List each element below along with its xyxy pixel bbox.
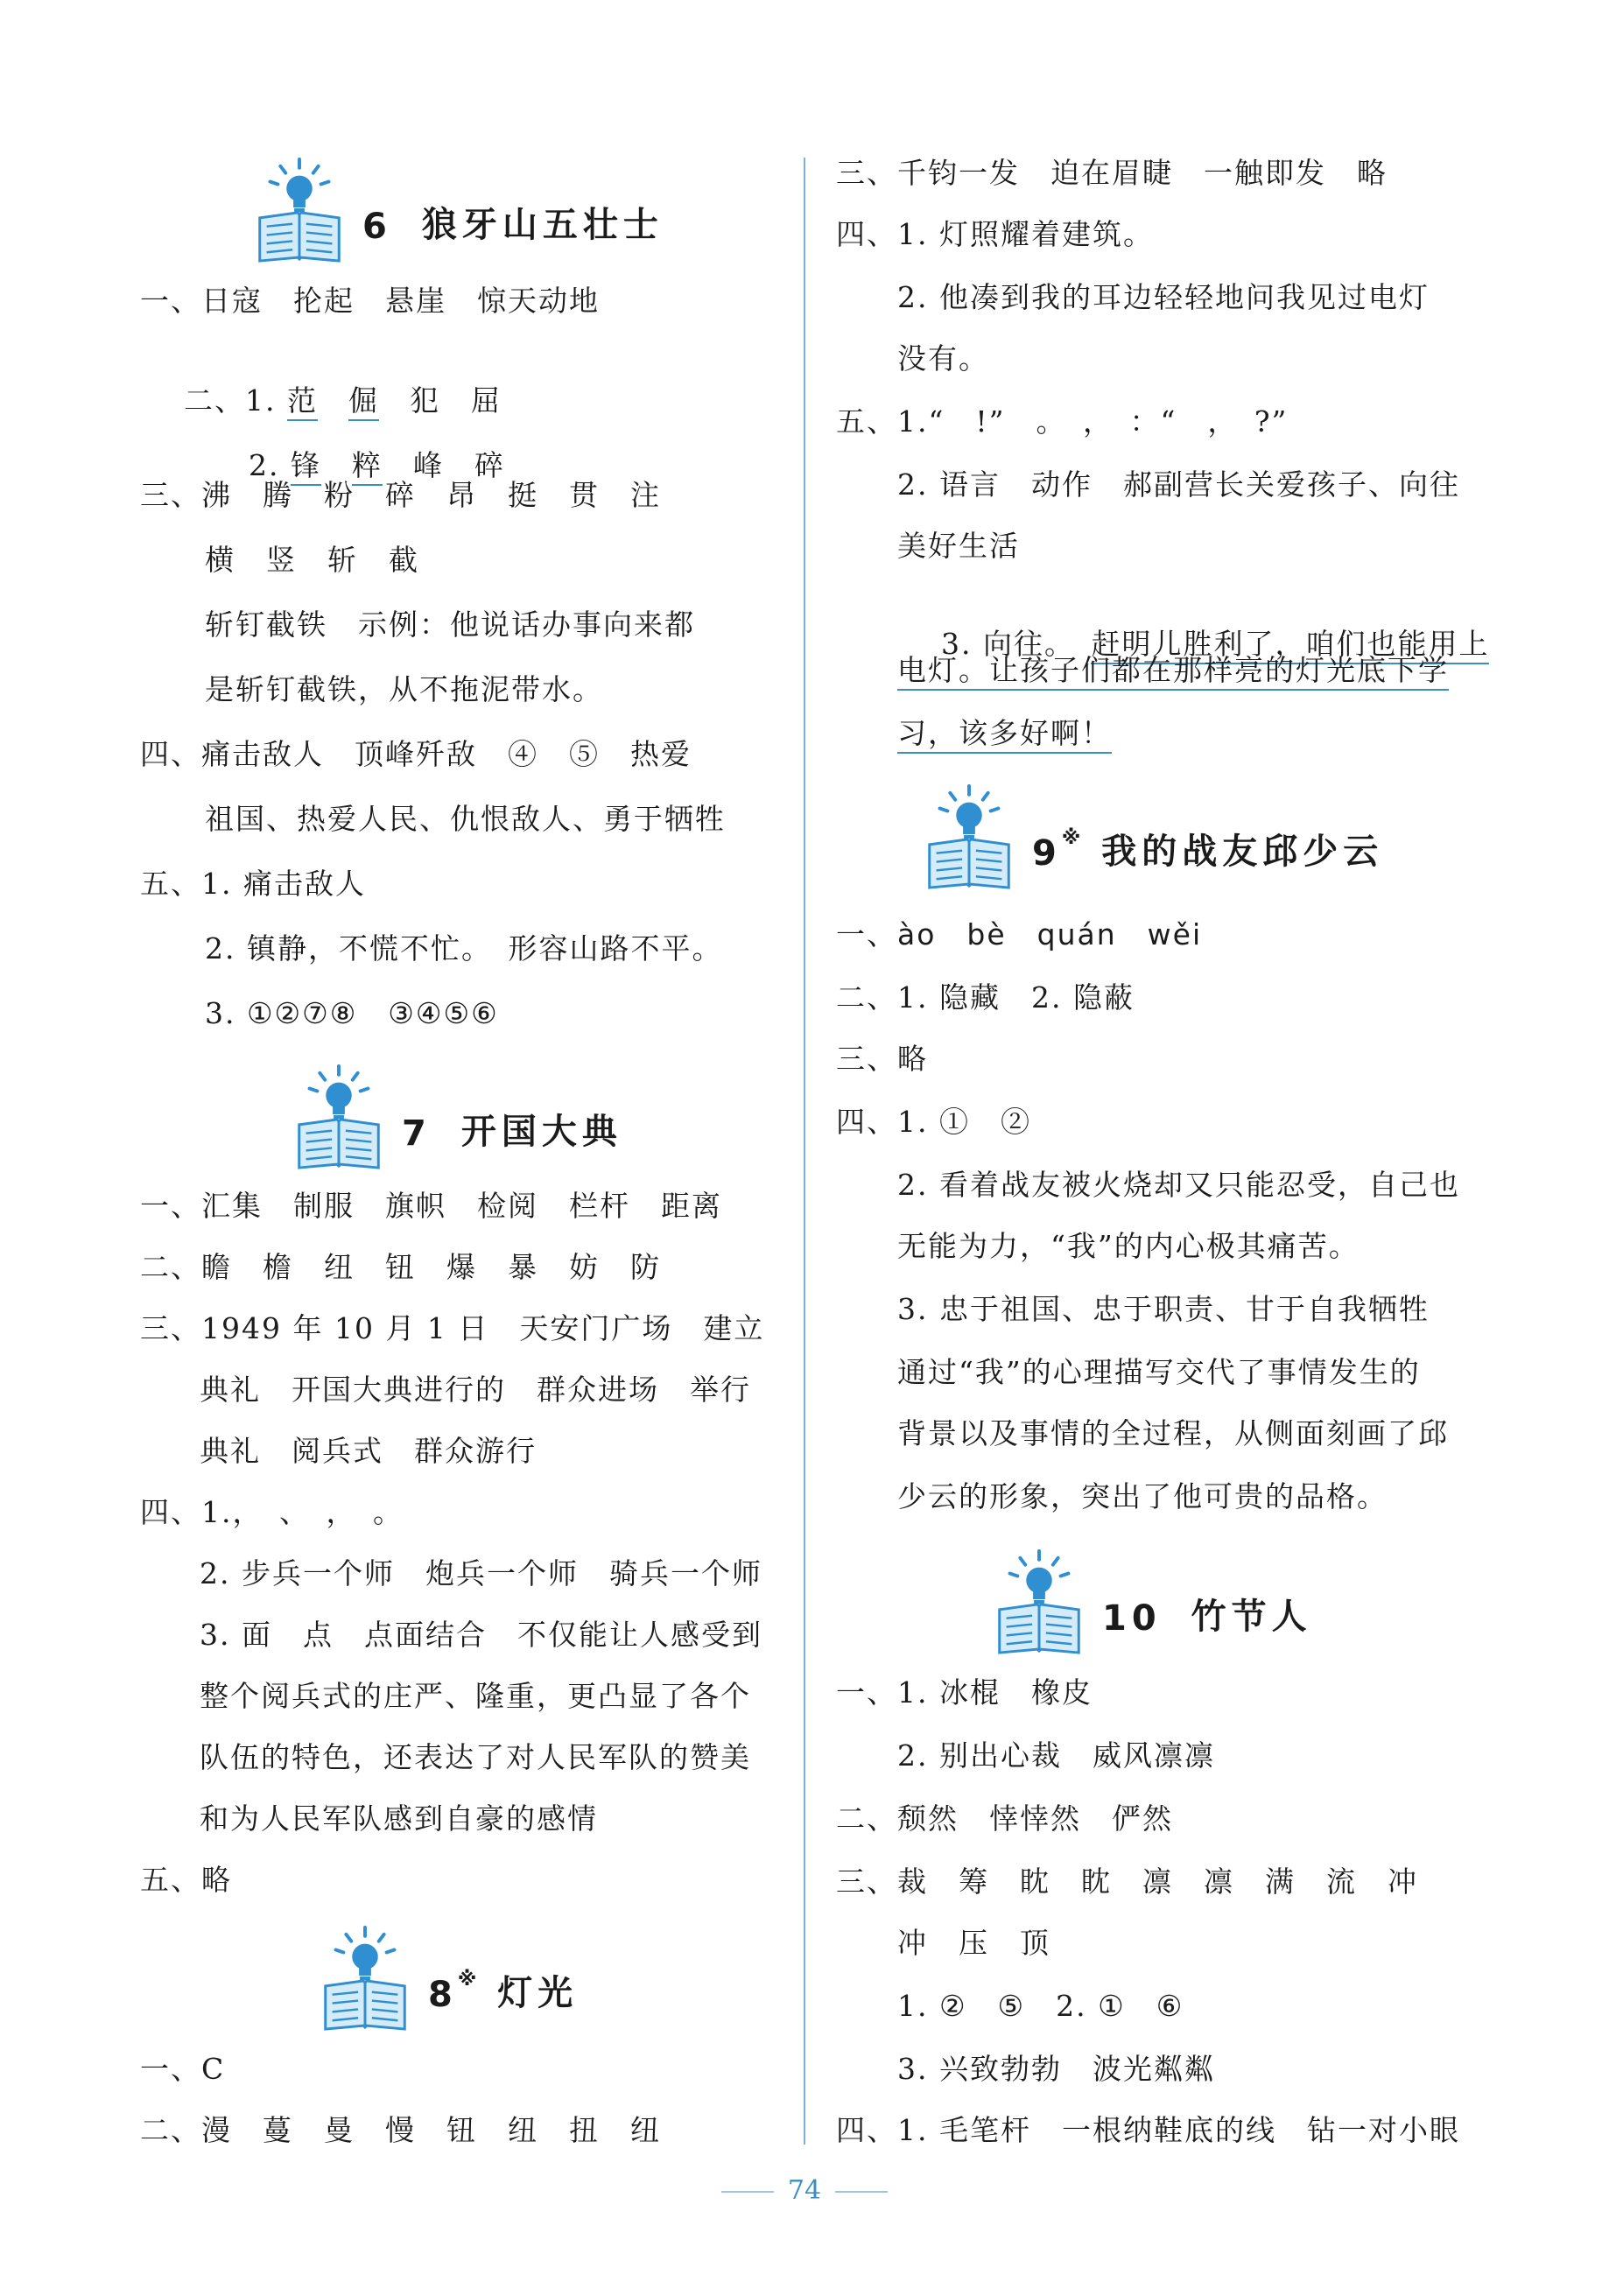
answer-line: 三、千钧一发 迫在眉睫 一触即发 略: [836, 156, 1388, 190]
answer-line: 一、C: [140, 2052, 226, 2086]
answer-line: 四、痛击敌人 顶峰歼敌 ④ ⑤ 热爱: [140, 737, 692, 771]
lightbulb-book-icon: [320, 1924, 411, 2033]
section-heading-10: [994, 1542, 1312, 1656]
answer-line: 三、1949 年 10 月 1 日 天安门广场 建立: [140, 1311, 765, 1345]
section-heading-7: [293, 1057, 622, 1171]
pinyin-line: 一、ào bè quán wěi: [836, 917, 1203, 951]
answer-line: 横 竖 斩 截: [205, 543, 419, 577]
section-number: 7: [402, 1113, 432, 1154]
answer-line: 五、1.“ !” 。 ， ：“ ， ?”: [836, 404, 1289, 439]
answer-line: 三、略: [836, 1042, 928, 1076]
section-title: 狼牙山五壮士: [421, 205, 664, 245]
answer-line: 冲 压 顶: [897, 1926, 1050, 1960]
answer-line: 二、1. 隐藏 2. 隐蔽: [836, 980, 1135, 1015]
answer-line: 二、颓然 悻悻然 俨然: [836, 1801, 1173, 1836]
page-number-rule: [835, 2191, 888, 2193]
answer-line: 一、1. 冰棍 橡皮: [836, 1675, 1093, 1710]
answer-line: [897, 653, 1449, 688]
answer-line: 五、略: [140, 1863, 232, 1897]
answer-line: 祖国、热爱人民、仇恨敌人、勇于牺牲: [205, 802, 726, 836]
section-number: 10: [1102, 1598, 1162, 1639]
answer-line: 典礼 阅兵式 群众游行: [200, 1434, 537, 1468]
answer-line: 一、日寇 抡起 悬崖 惊天动地: [140, 284, 600, 318]
answer-line: 四、1. 毛笔杆 一根纳鞋底的线 钻一对小眼: [836, 2113, 1460, 2147]
lightbulb-book-icon: [994, 1548, 1085, 1656]
section-heading-9: [924, 777, 1383, 891]
answer-line: 斩钉截铁 示例：他说话办事向来都: [205, 607, 695, 642]
answer-line: 背景以及事情的全过程，从侧面刻画了邱: [897, 1416, 1449, 1450]
section-heading-8: [320, 1919, 578, 2033]
section-title: 灯光: [497, 1973, 579, 2013]
answer-line: 一、汇集 制服 旗帜 检阅 栏杆 距离: [140, 1189, 722, 1223]
answer-line: 2. 别出心裁 威风凛凛: [897, 1738, 1215, 1773]
underlined-sentence: 电灯。让孩子们都在那样亮的灯光底下学: [897, 653, 1449, 691]
answer-line: 3. 面 点 点面结合 不仅能让人感受到: [200, 1618, 762, 1652]
answer-line: 四、1. ① ②: [836, 1105, 1031, 1139]
answer-line: 2. 步兵一个师 炮兵一个师 骑兵一个师: [200, 1556, 762, 1590]
answer-line: 无能为力，“我”的内心极其痛苦。: [897, 1229, 1360, 1263]
answer-line: 2. 镇静，不慌不忙。 形容山路不平。: [205, 931, 723, 965]
underlined-word: 范: [287, 383, 318, 421]
answer-word: 碎: [474, 448, 505, 482]
page-number-text: 74: [787, 2175, 822, 2206]
underlined-word: 粹: [352, 448, 383, 486]
answer-line: 四、1.， 、 ， 。: [140, 1495, 404, 1529]
underlined-word: 倔: [348, 383, 379, 421]
underlined-sentence: 习，该多好啊！: [897, 716, 1112, 754]
underlined-word: 锋: [291, 448, 321, 486]
underlined-sentence: 赶明儿胜利了，咱们也能用上: [1091, 627, 1489, 664]
answer-line: 少云的形象，突出了他可贵的品格。: [897, 1479, 1388, 1513]
section-title: 我的战友邱少云: [1101, 832, 1384, 872]
answer-line: 2. 看着战友被火烧却又只能忍受，自己也: [897, 1168, 1460, 1202]
answer-line: 3. 兴致勃勃 波光粼粼: [897, 2052, 1215, 2086]
answer-number: 二、1.: [183, 383, 277, 418]
answer-line: 队伍的特色，还表达了对人民军队的赞美: [200, 1740, 751, 1774]
page-number: [0, 2175, 1609, 2206]
answer-text: 3. 向往。: [940, 627, 1061, 661]
lightbulb-book-icon: [254, 156, 345, 264]
answer-line: 没有。: [897, 341, 989, 376]
answer-line: 通过“我”的心理描写交代了事情发生的: [897, 1355, 1421, 1389]
answer-line: 五、1. 痛击敌人: [140, 867, 366, 901]
answer-line: 二、漫 蔓 曼 慢 钮 纽 扭 纽: [140, 2113, 661, 2147]
answer-word: 犯: [409, 383, 440, 418]
answer-line: 三、裁 筹 眈 眈 凛 凛 满 流 冲: [836, 1864, 1418, 1899]
section-number: 9: [1032, 833, 1062, 874]
lightbulb-book-icon: [924, 783, 1015, 891]
answer-line: 2. 语言 动作 郝副营长关爱孩子、向往: [897, 467, 1460, 502]
answer-line: 2. 他凑到我的耳边轻轻地问我见过电灯: [897, 280, 1430, 314]
answer-line: 是斩钉截铁，从不拖泥带水。: [205, 672, 603, 706]
answer-line: 整个阅兵式的庄严、隆重，更凸显了各个: [200, 1679, 751, 1713]
page-number-rule: [721, 2191, 774, 2193]
answer-line: 3. ①②⑦⑧ ③④⑤⑥: [205, 996, 499, 1030]
section-title: 竹节人: [1191, 1597, 1312, 1637]
answer-number: 2.: [248, 448, 280, 482]
section-heading-6: [254, 151, 664, 264]
answer-line: 二、瞻 檐 纽 钮 爆 暴 妨 防: [140, 1250, 661, 1284]
answer-line: 1. ② ⑤ 2. ① ⑥: [897, 1989, 1184, 2023]
column-divider: [804, 158, 805, 2145]
answer-line: 三、沸 腾 粉 碎 昂 挺 贯 注: [140, 478, 661, 512]
section-number: 6: [362, 207, 392, 247]
answer-line: [897, 716, 1112, 751]
lightbulb-book-icon: [293, 1063, 384, 1171]
section-mark: ※: [457, 1969, 477, 1991]
answer-line: 和为人民军队感到自豪的感情: [200, 1801, 598, 1836]
section-number: 8: [428, 1975, 458, 2015]
section-title: 开国大典: [460, 1112, 622, 1152]
answer-line: 四、1. 灯照耀着建筑。: [836, 217, 1154, 251]
answer-line: 3. 忠于祖国、忠于职责、甘于自我牺牲: [897, 1292, 1430, 1326]
answer-line: 美好生活: [897, 529, 1020, 563]
answer-word: 屈: [470, 383, 502, 418]
answer-line: 典礼 开国大典进行的 群众进场 举行: [200, 1373, 751, 1407]
answer-word: 峰: [412, 448, 444, 482]
section-mark: ※: [1061, 827, 1081, 849]
